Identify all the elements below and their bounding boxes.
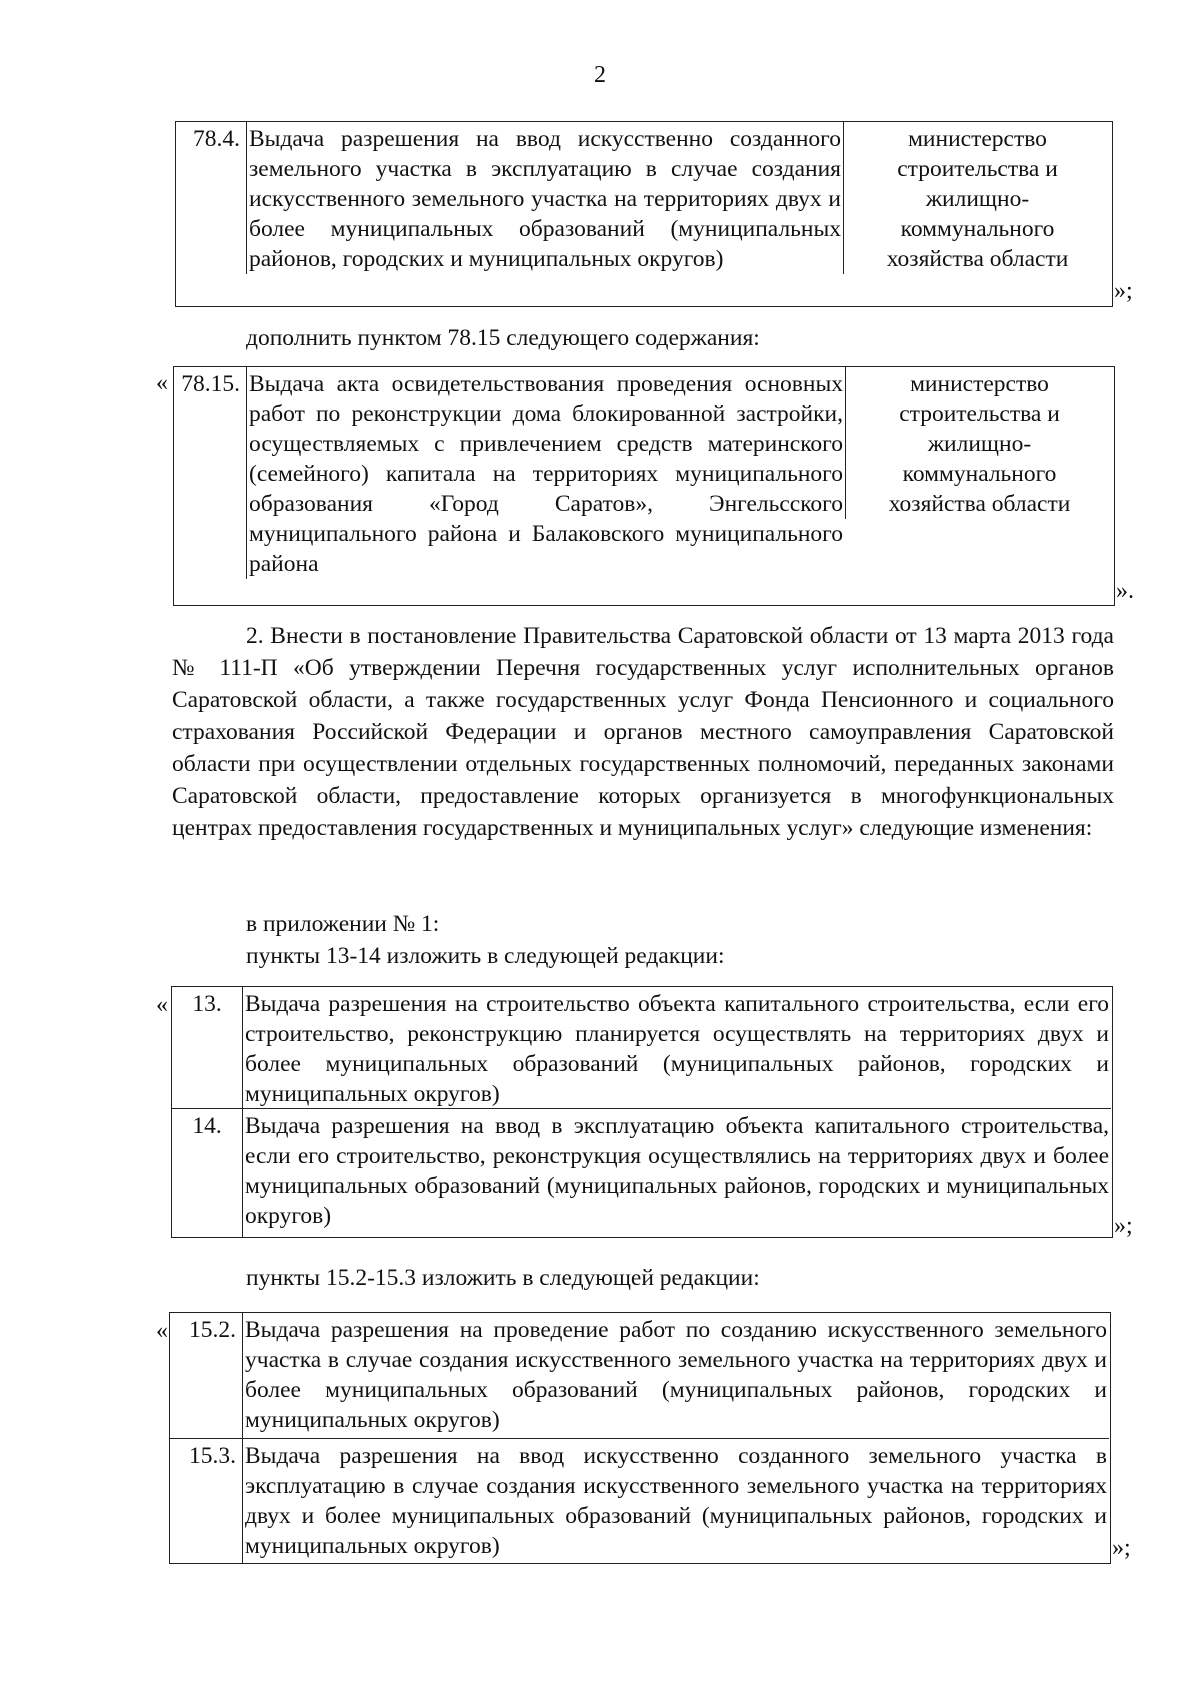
appendix-line: в приложении № 1: [246,911,440,937]
table-row [172,1108,1111,1237]
page-number: 2 [594,62,606,88]
close-quote: »; [1114,278,1133,304]
item-number: 14. [192,1113,222,1139]
item-description: Выдача акта освидетельствования проведения основных работ по реконструкции дома блокированной застройки, осуществляемых с привлечением средств материнского (семейного) капитала на территориях муниципального образования «Город Саратов», Энгельсского муниципального района и Балаковского муниципального района [246,367,845,579]
open-quote: « [156,370,168,396]
item-authority: министерство строительства и жилищно-коммунального хозяйства области [845,367,1113,519]
item-description: Выдача разрешения на ввод искусственно созданного земельного участка в эксплуатацию в случае создания искусственного земельного участка на территориях двух и более муниципальных образований (муниципальных районов, городских и муниципальных округов) [246,122,843,274]
close-quote: »; [1112,1535,1131,1561]
item-number: 13. [192,991,222,1017]
item-number: 15.2. [189,1317,236,1343]
table-item-78-4 [175,121,1113,307]
item-number: 78.15. [181,371,240,397]
items-13-14-intro: пункты 13-14 изложить в следующей редакции: [246,943,725,969]
open-quote: « [156,1318,168,1344]
table-row [172,987,1111,1108]
item-description: Выдача разрешения на ввод искусственно созданного земельного участка в эксплуатацию в случае создания искусственного земельного участка на территориях двух и более муниципальных образований (муниципальных районов, городских и муниципальных округов) [242,1439,1109,1563]
open-quote: « [156,992,168,1018]
close-quote: »; [1114,1213,1133,1239]
table-row [170,1438,1109,1563]
item-authority: министерство строительства и жилищно-коммунального хозяйства области [843,122,1111,274]
paragraph-2: 2. Внести в постановление Правительства Саратовской области от 13 марта 2013 года № 111-П «Об утверждении Перечня государственных услуг исполнительных органов Саратовской области, а также государственных услуг Фонда Пенсионного и социального страхования Российской Федерации и органов местного самоуправления Саратовской области при осуществлении отдельных государственных полномочий, переданных законами Саратовской области, предоставление которых организуется в многофункциональных центрах предоставления государственных и муниципальных услуг» следующие изменения: [172,623,1114,841]
table-row [170,1313,1109,1438]
addition-intro: дополнить пунктом 78.15 следующего содержания: [246,325,760,351]
table-items-13-14 [171,986,1113,1238]
table-item-78-15 [173,366,1115,606]
item-number: 15.3. [189,1443,236,1469]
items-15-intro: пункты 15.2-15.3 изложить в следующей редакции: [246,1265,760,1291]
item-description: Выдача разрешения на ввод в эксплуатацию объекта капитального строительства, если его строительство, реконструкция осуществлялись на территориях двух и более муниципальных образований (муниципальных районов, городских и муниципальных округов) [242,1109,1111,1237]
close-quote: ». [1116,578,1134,604]
item-number: 78.4. [193,126,240,152]
item-description: Выдача разрешения на строительство объекта капитального строительства, если его строительство, реконструкцию планируется осуществлять на территориях двух и более муниципальных образований (муниципальных районов, городских и муниципальных округов) [242,987,1111,1108]
table-items-15 [169,1312,1111,1564]
item-description: Выдача разрешения на проведение работ по созданию искусственного земельного участка в случае создания искусственного земельного участка на территориях двух и более муниципальных образований (муниципальных районов, городских и муниципальных округов) [242,1313,1109,1438]
